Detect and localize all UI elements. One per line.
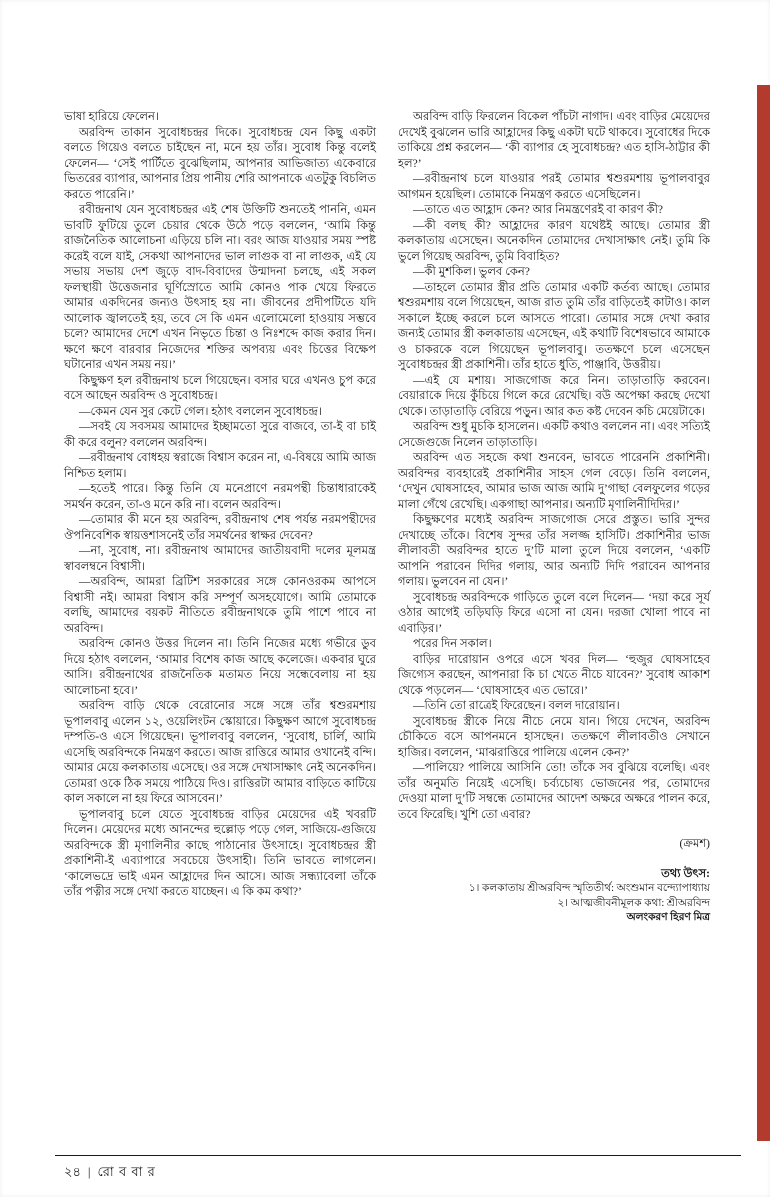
paragraph: ভাষা হারিয়ে ফেলেন। (64, 111, 159, 123)
paragraph: —সবই যে সবসময় আমাদের ইচ্ছামতো সুরে বাজবে, তা-ই বা চাই কী করে বলুন? বললেন অরবিন্দ। (64, 421, 376, 449)
magazine-name: রো ব বা র (97, 1164, 156, 1179)
accent-bar (757, 85, 770, 1141)
paragraph: অরবিন্দ শুধু মুচকি হাসলেন। একটি কথাও বললেন না। এবং সত্যিই সেজেগুজে নিলেন তাড়াতাড়ি। (398, 421, 710, 449)
paragraph: সুবোধচন্দ্র স্ত্রীকে নিয়ে নীচে নেমে যান। গিয়ে দেখেন, অরবিন্দ চৌকিতে বসে আপনমনে হাসছেন। ততক্ষণে লীলাবতীও সেখানে হাজির। বললেন, ‘মাঝরাত্তিরে পালিয়ে এলেন কেন?’ (398, 715, 710, 759)
paragraph: ২। আত্মজীবনীমূলক কথা: শ্রীঅরবিন্দ (557, 897, 710, 909)
paragraph: (ক্রমশ) (679, 838, 710, 850)
paragraph: —রবীন্দ্রনাথ চলে যাওয়ার পরই তোমার শ্বশুরমশায় ভূপালবাবুর আগমন হয়েছিল। তোমাকে নিমন্ত্রণ করতে এসেছিলেন। (398, 173, 710, 201)
paragraph: কিছুক্ষণ হল রবীন্দ্রনাথ চলে গিয়েছেন। বসার ঘরে এখনও চুপ করে বসে আছেন অরবিন্দ ও সুবোধচন্দ্র। (64, 374, 376, 402)
paragraph: অরবিন্দ কোনও উত্তর দিলেন না। তিনি নিজের মধ্যে গভীরে ডুব দিয়ে হঠাৎ বললেন, ‘আমার বিশেষ কাজ আছে কলেজে। একবার ঘুরে আসি। রবীন্দ্রনাথের রাজনৈতিক মতামত নিয়ে সন্ধেবেলায় না হয় আলোচনা হবে।’ (64, 638, 376, 697)
paragraph: ১। কলকাতায় শ্রীঅরবিন্দ স্মৃতিতীর্থ: অংশুমান বন্দ্যোপাধ্যায় (468, 883, 710, 894)
page-number: ২৪ (64, 1164, 81, 1179)
paragraph: —এই যে মশায়। সাজগোজ করে নিন। তাড়াতাড়ি করবেন। বেয়ারাকে দিয়ে কুঁচিয়ে গিলে করে রেখেছি। বউ অপেক্ষা করছে দেখো থেকে। তাড়াতাড়ি বেরিয়ে পড়ুন। আর কত কষ্ট দেবেন কচি মেয়েটাকে। (398, 374, 710, 418)
paragraph: সুবোধচন্দ্র অরবিন্দকে গাড়িতে তুলে বলে দিলেন— ‘দয়া করে সূর্য ওঠার আগেই তড়িঘড়ি ফিরে এসো না যেন। দরজা খোলা পাবে না এবাড়ির।’ (398, 591, 710, 635)
left-column (64, 110, 376, 926)
paragraph: —তিনি তো রাত্রেই ফিরেছেন। বলল দারোয়ান। (413, 700, 620, 712)
paragraph: অরবিন্দ তাকান সুবোধচন্দ্রর দিকে। সুবোধচন্দ্র যেন কিছু একটা বলতে গিয়েও বলতে চাইছেন না, মনে হয় তাঁর। সুবোধ কিন্তু বলেই ফেলেন— ‘সেই পার্টিতে বুঝেছিলাম, আপনার আভিজাত্য একেবারে ভিতরের ব্যাপার, আপনার প্রিয় পানীয় শেরি আপনাকে এতটুকু বিচলিত করতে পারেনি।’ (64, 126, 376, 201)
paragraph: —অরবিন্দ, আমরা ব্রিটিশ সরকারের সঙ্গে কোনওরকম আপসে বিশ্বাসী নই। আমরা বিশ্বাস করি সম্পূর্ণ অসহযোগে। আমি তোমাকে বলছি, আমাদের বয়কট নীতিতে রবীন্দ্রনাথকে তুমি পাশে পাবে না অরবিন্দ। (64, 576, 376, 635)
paragraph: রবীন্দ্রনাথ যেন সুবোধচন্দ্রর এই শেষ উক্তিটি শুনতেই পাননি, এমন ভাবটি ফুটিয়ে তুলে চেয়ার থেকে উঠে পড়ে বললেন, ‘আমি কিন্তু রাজনৈতিক আলোচনা এড়িয়ে চলি না। বরং আজ যাওয়ার সময় স্পষ্ট করেই বলে যাই, সেকথা আপনাদের ভাল লাগুক বা না লাগুক, এই যে সভায় সভায় দেশ জুড়ে বাদ-বিবাদের উন্মাদনা চলছে, এই সকল ফলস্থায়ী উত্তেজনার ঘূর্ণিস্রোতে আমি কোনও পাক খেয়ে ফিরতে আমার একদিনের জন্যও উৎসাহ হয় না। জীবনের প্রদীপটিতে যদি আলোক জ্বালতেই হয়, তবে সে কি এমন এলোমেলো হাওয়ায় সম্ভবে চলে? আমাদের দেশে এখন নিভৃতে চিন্তা ও নিঃশব্দে কাজ করার দিন। ক্ষণে ক্ষণে বারবার নিজেদের শক্তির অপব্যয় এবং চিত্তের বিক্ষেপ ঘটানোর এখন সময় নয়।’ (64, 204, 376, 371)
paragraph: —রবীন্দ্রনাথ বোধহয় স্বরাজে বিশ্বাস করেন না, এ-বিষয়ে আমি আজ নিশ্চিত হলাম। (64, 452, 376, 480)
footer-rule (55, 1155, 741, 1156)
paragraph: —তাহলে তোমার স্ত্রীর প্রতি তোমার একটি কর্তব্য আছে। তোমার শ্বশুরমশায় বলে গিয়েছেন, আজ রাত তুমি তাঁর বাড়িতেই কাটাও। কাল সকালে ইচ্ছে করলে চলে আসতে পারো। তোমার সঙ্গে দেখা করার জন্যই তোমার স্ত্রী কলকাতায় এসেছেন, এই কথাটি বিশেষভাবে আমাকে ও চাকরকে বলে গিয়েছেন ভূপালবাবু। ততক্ষণে চলে এসেছেন সুবোধচন্দ্রর স্ত্রী প্রকাশিনী। তাঁর হাতে ধুতি, পাঞ্জাবি, উত্তরীয়। (398, 281, 710, 371)
footer (64, 1163, 156, 1184)
paragraph: তথ্য উৎস: (661, 867, 710, 880)
paragraph: অরবিন্দ বাড়ি ফিরলেন বিকেল পাঁচটা নাগাদ। এবং বাড়ির মেয়েদের দেখেই বুঝলেন ভারি আহ্লাদের কিছু একটা ঘটে থাকবে। সুবোধের দিকে তাকিয়ে প্রশ্ন করলেন— ‘কী ব্যাপার হে সুবোধচন্দ্র? এত হাসি-ঠাট্টার কী হল?’ (398, 111, 710, 170)
paragraph: —তোমার কী মনে হয় অরবিন্দ, রবীন্দ্রনাথ শেষ পর্যন্ত নরমপন্থীদের ঔপনিবেশিক স্বায়ত্তশাসনেই তাঁর সমর্থনের স্বাক্ষর দেবেন? (64, 514, 376, 542)
paragraph: কিছুক্ষণের মধ্যেই অরবিন্দ সাজগোজ সেরে প্রস্তুত। ভারি সুন্দর দেখাচ্ছে তাঁকে। বিশেষ সুন্দর তাঁর সলজ্জ হাসিটি। প্রকাশিনীর ভাজ লীলাবতী অরবিন্দর হাতে দু’টি মালা তুলে দিয়ে বললেন, ‘একটি আপনি পরাবেন দিদির গলায়, আর অন্যটি দিদি পরাবেন আপনার গলায়। ভুলবেন না যেন।’ (398, 514, 710, 588)
paragraph: অলংকরণ হিরণ মিত্র (626, 912, 710, 923)
article-body (64, 110, 710, 926)
right-column (398, 110, 710, 926)
paragraph: —কেমন যেন সুর কেটে গেল। হঠাৎ বললেন সুবোধচন্দ্র। (79, 405, 322, 418)
paragraph: পরের দিন সকাল। (413, 638, 492, 650)
paragraph: —হতেই পারে। কিন্তু তিনি যে মনেপ্রাণে নরমপন্থী চিন্তাধারাকেই সমর্থন করেন, তা-ও মনে করি না। বলেন অরবিন্দ। (64, 483, 376, 511)
footer-separator: | (87, 1164, 91, 1179)
paragraph: —কী মুশকিল। ভুলব কেন? (413, 266, 530, 278)
paragraph: —না, সুবোধ, না। রবীন্দ্রনাথ আমাদের জাতীয়বাদী দলের মূলমন্ত্র স্বাবলম্বনে বিশ্বাসী। (64, 545, 376, 573)
paragraph: ভূপালবাবু চলে যেতে সুবোধচন্দ্র বাড়ির মেয়েদের এই খবরটি দিলেন। মেয়েদের মধ্যে আনন্দের হুল্লোড় পড়ে গেল, সাজিয়ে-গুজিয়ে অরবিন্দকে স্ত্রী মৃণালিনীর কাছে পাঠানোর উৎসাহে। সুবোধচন্দ্রর স্ত্রী প্রকাশিনী-ই এব্যাপারে সবচেয়ে উৎসাহী। তিনি ভাবতে লাগলেন। ‘কালেভদ্রে ভাই এমন আহ্লাদের দিন আসে। আজ সন্ধ্যাবেলা তাঁকে তাঁর পত্নীর সঙ্গে দেখা করতে যাচ্ছেন। এ কি কম কথা?’ (64, 808, 376, 898)
paragraph: অরবিন্দ বাড়ি থেকে বেরোনোর সঙ্গে সঙ্গে তাঁর শ্বশুরমশায় ভূপালবাবু এলেন ১২, ওয়েলিংটন স্কোয়ারে। কিছুক্ষণ আগে সুবোধচন্দ্র দম্পতি-ও এসে গিয়েছেন। ভূপালবাবু বললেন, ‘সুবোধ, চার্লি, আমি এসেছি অরবিন্দকে নিমন্ত্রণ করতে। আজ রাত্তিরে আমার ওখানেই বন্দি। আমার মেয়ে কলকাতায় এসেছে। ওর সঙ্গে দেখাসাক্ষাৎ নেই অনেকদিন। তোমরা ওকে ঠিক সময়ে পাঠিয়ে দিও। রাত্তিরটা আমার বাড়িতে কাটিয়ে কাল সকালে না হয় ফিরে আসবেন।’ (64, 700, 376, 805)
paragraph: অরবিন্দ এত সহজে কথা শুনবেন, ভাবতে পারেননি প্রকাশিনী। অরবিন্দর ব্যবহারেই প্রকাশিনীর সাহস গেল বেড়ে। তিনি বললেন, ‘দেখুন ঘোষসাহেব, আমার ভাজ আজ আমি দু’গাছা বেলফুলের গড়ের মালা গেঁথে রেখেছি। একগাছা আপনার। অন্যটি মৃণালিনীদিদির।’ (398, 452, 710, 511)
paragraph: —পালিয়ে? পালিয়ে আসিনি তো! তাঁকে সব বুঝিয়ে বলেছি। এবং তাঁর অনুমতি নিয়েই এসেছি। চর্ব্যচোষ্য ভোজনের পর, তোমাদের দেওয়া মালা দু’টি সম্বন্ধে তোমাদের আদেশ অক্ষরে অক্ষরে পালন করে, তবে ফিরেছি। খুশি তো এবার? (398, 762, 710, 821)
paragraph: বাড়ির দারোয়ান ওপরে এসে খবর দিল— ‘হুজুর ঘোষসাহেব জিগ্যেস করছেন, আপনারা কি চা খেতে নীচে যাবেন?’ সুবোধ আকাশ থেকে পড়লেন— ‘ঘোষসাহেব এত ভোরে।’ (398, 653, 710, 697)
paragraph: —তাতে এত আহ্লাদ কেন? আর নিমন্ত্রণেরই বা কারণ কী? (413, 204, 664, 216)
paragraph: —কী বলছ কী? আহ্লাদের কারণ যথেষ্টই আছে। তোমার স্ত্রী কলকাতায় এসেছেন। অনেকদিন তোমাদের দেখাসাক্ষাৎ নেই। তুমি কি ভুলে গিয়েছ অরবিন্দ, তুমি বিবাহিত? (398, 219, 710, 263)
